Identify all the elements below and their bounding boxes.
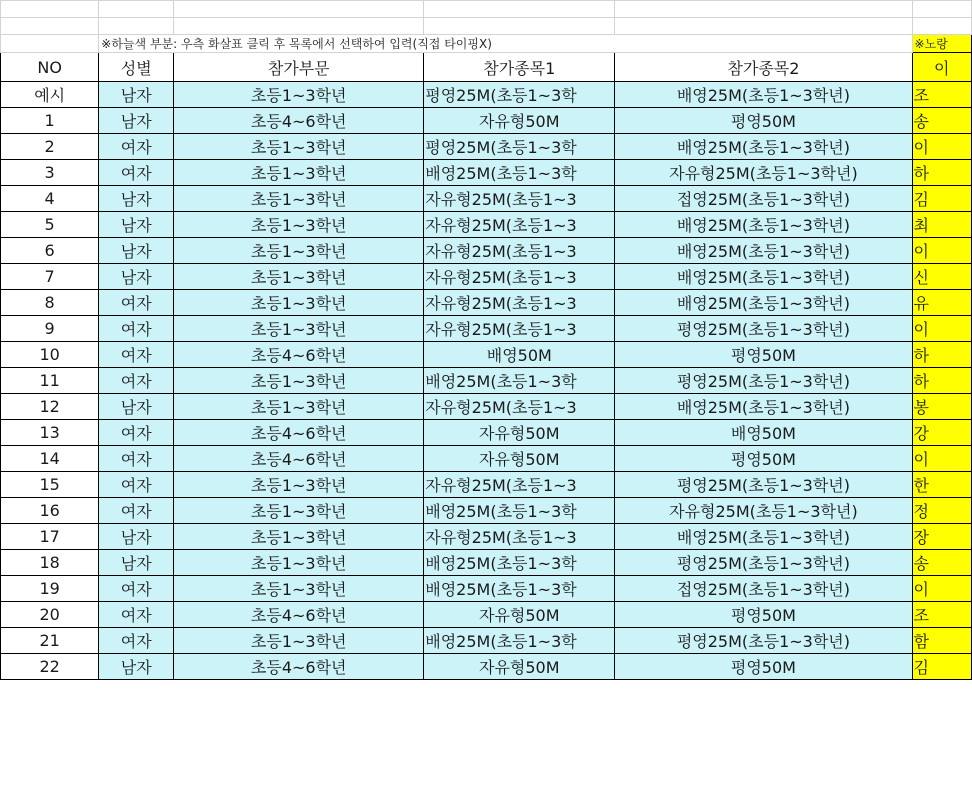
- table-row: [1, 524, 972, 550]
- no-cell[interactable]: 4: [1, 186, 99, 212]
- table-row: [1, 264, 972, 290]
- table-row: [1, 446, 972, 472]
- name-cell[interactable]: 송: [912, 550, 971, 576]
- name-cell[interactable]: 봉: [912, 394, 971, 420]
- event1-cell[interactable]: 자유형50M: [424, 420, 615, 446]
- name-cell[interactable]: 최: [912, 212, 971, 238]
- empty-row: [1, 18, 972, 35]
- division-cell[interactable]: 초등1~3학년: [174, 576, 424, 602]
- event1-cell[interactable]: 평영25M(초등1~3학: [424, 134, 615, 160]
- event1-cell[interactable]: 배영25M(초등1~3학: [424, 628, 615, 654]
- gender-cell[interactable]: 여자: [99, 316, 174, 342]
- event1-cell[interactable]: 자유형50M: [424, 446, 615, 472]
- name-cell[interactable]: 이: [912, 134, 971, 160]
- event1-cell[interactable]: 배영50M: [424, 342, 615, 368]
- division-cell[interactable]: 초등1~3학년: [174, 212, 424, 238]
- table-row: [1, 576, 972, 602]
- name-cell[interactable]: 조: [912, 602, 971, 628]
- header-name[interactable]: 이: [912, 53, 971, 82]
- cell[interactable]: [99, 18, 174, 35]
- gender-cell[interactable]: 여자: [99, 498, 174, 524]
- event1-cell[interactable]: 자유형25M(초등1~3: [424, 290, 615, 316]
- gender-cell[interactable]: 여자: [99, 134, 174, 160]
- header-division[interactable]: 참가부문: [174, 53, 424, 82]
- division-cell[interactable]: 초등1~3학년: [174, 628, 424, 654]
- no-cell[interactable]: 예시: [1, 82, 99, 108]
- division-cell[interactable]: 초등1~3학년: [174, 160, 424, 186]
- no-cell[interactable]: 8: [1, 290, 99, 316]
- event2-cell[interactable]: 배영25M(초등1~3학년): [615, 134, 912, 160]
- name-cell[interactable]: 김: [912, 654, 971, 680]
- table-row: [1, 316, 972, 342]
- gender-cell[interactable]: 여자: [99, 446, 174, 472]
- no-cell[interactable]: 7: [1, 264, 99, 290]
- table-row: [1, 134, 972, 160]
- event2-cell[interactable]: 평영50M: [615, 602, 912, 628]
- division-cell[interactable]: 초등1~3학년: [174, 394, 424, 420]
- cell[interactable]: [1, 35, 99, 53]
- gender-cell[interactable]: 남자: [99, 212, 174, 238]
- event2-cell[interactable]: 접영25M(초등1~3학년): [615, 186, 912, 212]
- division-cell[interactable]: 초등4~6학년: [174, 446, 424, 472]
- cell[interactable]: [99, 1, 174, 18]
- no-cell[interactable]: 18: [1, 550, 99, 576]
- event2-cell[interactable]: 자유형25M(초등1~3학년): [615, 498, 912, 524]
- no-cell[interactable]: 14: [1, 446, 99, 472]
- header-event2[interactable]: 참가종목2: [615, 53, 912, 82]
- event1-cell[interactable]: 자유형25M(초등1~3: [424, 472, 615, 498]
- event2-cell[interactable]: 배영25M(초등1~3학년): [615, 524, 912, 550]
- event1-cell[interactable]: 자유형25M(초등1~3: [424, 238, 615, 264]
- event1-cell[interactable]: 자유형25M(초등1~3: [424, 212, 615, 238]
- table-row: [1, 212, 972, 238]
- gender-cell[interactable]: 남자: [99, 550, 174, 576]
- event2-cell[interactable]: 평영25M(초등1~3학년): [615, 368, 912, 394]
- table-row: [1, 82, 972, 108]
- table-row: [1, 186, 972, 212]
- event1-cell[interactable]: 배영25M(초등1~3학: [424, 160, 615, 186]
- division-cell[interactable]: 초등1~3학년: [174, 368, 424, 394]
- gender-cell[interactable]: 여자: [99, 290, 174, 316]
- gender-cell[interactable]: 남자: [99, 394, 174, 420]
- division-cell[interactable]: 초등1~3학년: [174, 186, 424, 212]
- division-cell[interactable]: 초등1~3학년: [174, 550, 424, 576]
- cell[interactable]: [1, 1, 99, 18]
- gender-cell[interactable]: 남자: [99, 654, 174, 680]
- no-cell[interactable]: 5: [1, 212, 99, 238]
- event2-cell[interactable]: 평영25M(초등1~3학년): [615, 316, 912, 342]
- no-cell[interactable]: 9: [1, 316, 99, 342]
- name-cell[interactable]: 이: [912, 316, 971, 342]
- cell[interactable]: [912, 1, 971, 18]
- header-no[interactable]: NO: [1, 53, 99, 82]
- event1-cell[interactable]: 배영25M(초등1~3학: [424, 368, 615, 394]
- event2-cell[interactable]: 배영25M(초등1~3학년): [615, 82, 912, 108]
- division-cell[interactable]: 초등4~6학년: [174, 654, 424, 680]
- name-cell[interactable]: 김: [912, 186, 971, 212]
- name-cell[interactable]: 조: [912, 82, 971, 108]
- no-cell[interactable]: 3: [1, 160, 99, 186]
- no-cell[interactable]: 10: [1, 342, 99, 368]
- table-row: [1, 368, 972, 394]
- cell[interactable]: [912, 18, 971, 35]
- event1-cell[interactable]: 자유형25M(초등1~3: [424, 316, 615, 342]
- name-cell[interactable]: 하: [912, 368, 971, 394]
- gender-cell[interactable]: 여자: [99, 602, 174, 628]
- gender-cell[interactable]: 여자: [99, 472, 174, 498]
- event2-cell[interactable]: 평영25M(초등1~3학년): [615, 550, 912, 576]
- gender-cell[interactable]: 남자: [99, 82, 174, 108]
- header-event1[interactable]: 참가종목1: [424, 53, 615, 82]
- event2-cell[interactable]: 배영25M(초등1~3학년): [615, 238, 912, 264]
- name-cell[interactable]: 송: [912, 108, 971, 134]
- header-gender[interactable]: 성별: [99, 53, 174, 82]
- table-row: [1, 628, 972, 654]
- sky-note-cell[interactable]: ※하늘색 부분: 우측 화살표 클릭 후 목록에서 선택하여 입력(직접 타이핑X): [99, 35, 912, 53]
- name-cell[interactable]: 정: [912, 498, 971, 524]
- gender-cell[interactable]: 남자: [99, 108, 174, 134]
- header-row: [1, 53, 972, 82]
- name-cell[interactable]: 이: [912, 446, 971, 472]
- table-row: [1, 238, 972, 264]
- gender-cell[interactable]: 남자: [99, 524, 174, 550]
- cell[interactable]: [174, 1, 424, 18]
- gender-cell[interactable]: 여자: [99, 420, 174, 446]
- division-cell[interactable]: 초등4~6학년: [174, 342, 424, 368]
- cell[interactable]: [424, 1, 615, 18]
- table-row: [1, 394, 972, 420]
- yellow-note-cell[interactable]: ※노랑: [912, 35, 971, 53]
- cell[interactable]: [615, 1, 912, 18]
- cell[interactable]: [174, 18, 424, 35]
- event1-cell[interactable]: 자유형25M(초등1~3: [424, 186, 615, 212]
- event2-cell[interactable]: 배영25M(초등1~3학년): [615, 394, 912, 420]
- division-cell[interactable]: 초등1~3학년: [174, 238, 424, 264]
- event1-cell[interactable]: 자유형50M: [424, 602, 615, 628]
- event2-cell[interactable]: 평영25M(초등1~3학년): [615, 628, 912, 654]
- name-cell[interactable]: 장: [912, 524, 971, 550]
- no-cell[interactable]: 2: [1, 134, 99, 160]
- event1-cell[interactable]: 배영25M(초등1~3학: [424, 550, 615, 576]
- event2-cell[interactable]: 평영50M: [615, 654, 912, 680]
- no-cell[interactable]: 11: [1, 368, 99, 394]
- name-cell[interactable]: 하: [912, 160, 971, 186]
- table-row: [1, 550, 972, 576]
- division-cell[interactable]: 초등1~3학년: [174, 290, 424, 316]
- event1-cell[interactable]: 자유형50M: [424, 654, 615, 680]
- gender-cell[interactable]: 여자: [99, 160, 174, 186]
- table-row: [1, 654, 972, 680]
- event1-cell[interactable]: 자유형25M(초등1~3: [424, 524, 615, 550]
- event1-cell[interactable]: 평영25M(초등1~3학: [424, 82, 615, 108]
- event2-cell[interactable]: 평영50M: [615, 342, 912, 368]
- gender-cell[interactable]: 남자: [99, 238, 174, 264]
- gender-cell[interactable]: 남자: [99, 186, 174, 212]
- no-cell[interactable]: 22: [1, 654, 99, 680]
- division-cell[interactable]: 초등1~3학년: [174, 498, 424, 524]
- event2-cell[interactable]: 배영25M(초등1~3학년): [615, 212, 912, 238]
- table-row: [1, 160, 972, 186]
- division-cell[interactable]: 초등1~3학년: [174, 134, 424, 160]
- event2-cell[interactable]: 배영50M: [615, 420, 912, 446]
- table-row: [1, 290, 972, 316]
- name-cell[interactable]: 이: [912, 238, 971, 264]
- division-cell[interactable]: 초등1~3학년: [174, 524, 424, 550]
- event2-cell[interactable]: 배영25M(초등1~3학년): [615, 290, 912, 316]
- cell[interactable]: [1, 18, 99, 35]
- division-cell[interactable]: 초등4~6학년: [174, 602, 424, 628]
- table-row: [1, 498, 972, 524]
- name-cell[interactable]: 유: [912, 290, 971, 316]
- no-cell[interactable]: 6: [1, 238, 99, 264]
- no-cell[interactable]: 16: [1, 498, 99, 524]
- division-cell[interactable]: 초등4~6학년: [174, 420, 424, 446]
- division-cell[interactable]: 초등1~3학년: [174, 316, 424, 342]
- gender-cell[interactable]: 여자: [99, 628, 174, 654]
- event2-cell[interactable]: 접영25M(초등1~3학년): [615, 576, 912, 602]
- gender-cell[interactable]: 여자: [99, 368, 174, 394]
- event1-cell[interactable]: 자유형25M(초등1~3: [424, 394, 615, 420]
- event1-cell[interactable]: 자유형50M: [424, 108, 615, 134]
- gender-cell[interactable]: 여자: [99, 342, 174, 368]
- name-cell[interactable]: 강: [912, 420, 971, 446]
- table-row: [1, 108, 972, 134]
- no-cell[interactable]: 13: [1, 420, 99, 446]
- event1-cell[interactable]: 배영25M(초등1~3학: [424, 576, 615, 602]
- event2-cell[interactable]: 평영25M(초등1~3학년): [615, 472, 912, 498]
- event1-cell[interactable]: 자유형25M(초등1~3: [424, 264, 615, 290]
- cell[interactable]: [424, 18, 615, 35]
- event2-cell[interactable]: 평영50M: [615, 108, 912, 134]
- event1-cell[interactable]: 배영25M(초등1~3학: [424, 498, 615, 524]
- division-cell[interactable]: 초등4~6학년: [174, 108, 424, 134]
- name-cell[interactable]: 하: [912, 342, 971, 368]
- division-cell[interactable]: 초등1~3학년: [174, 472, 424, 498]
- no-cell[interactable]: 21: [1, 628, 99, 654]
- name-cell[interactable]: 신: [912, 264, 971, 290]
- no-cell[interactable]: 17: [1, 524, 99, 550]
- instruction-row: [1, 35, 972, 53]
- empty-row: [1, 1, 972, 18]
- no-cell[interactable]: 12: [1, 394, 99, 420]
- table-row: [1, 602, 972, 628]
- division-cell[interactable]: 초등1~3학년: [174, 264, 424, 290]
- gender-cell[interactable]: 여자: [99, 576, 174, 602]
- name-cell[interactable]: 이: [912, 576, 971, 602]
- no-cell[interactable]: 19: [1, 576, 99, 602]
- table-row: [1, 342, 972, 368]
- division-cell[interactable]: 초등1~3학년: [174, 82, 424, 108]
- event2-cell[interactable]: 자유형25M(초등1~3학년): [615, 160, 912, 186]
- name-cell[interactable]: 한: [912, 472, 971, 498]
- no-cell[interactable]: 1: [1, 108, 99, 134]
- no-cell[interactable]: 15: [1, 472, 99, 498]
- event2-cell[interactable]: 평영50M: [615, 446, 912, 472]
- name-cell[interactable]: 함: [912, 628, 971, 654]
- table-row: [1, 472, 972, 498]
- table-row: [1, 420, 972, 446]
- no-cell[interactable]: 20: [1, 602, 99, 628]
- event2-cell[interactable]: 배영25M(초등1~3학년): [615, 264, 912, 290]
- gender-cell[interactable]: 남자: [99, 264, 174, 290]
- cell[interactable]: [615, 18, 912, 35]
